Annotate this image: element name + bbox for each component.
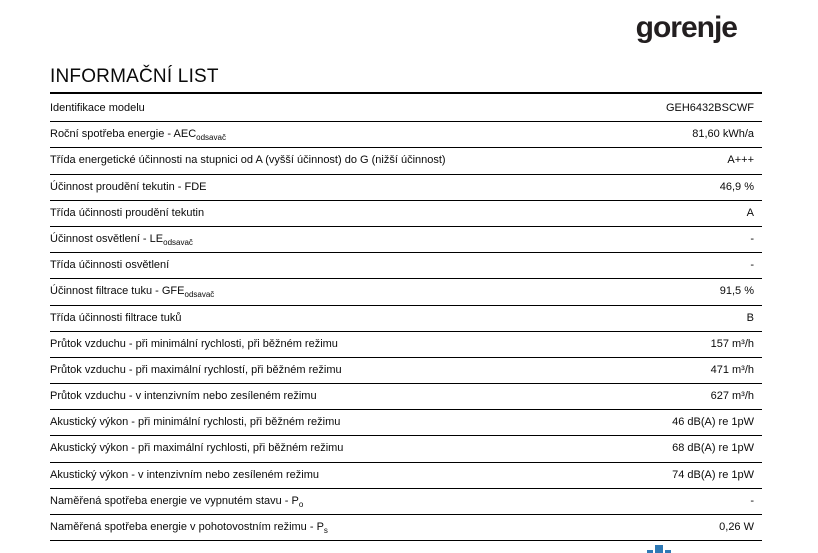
row-value: 81,60 kWh/a (692, 128, 754, 141)
table-row (50, 306, 762, 332)
row-value: B (746, 311, 754, 324)
row-label: Akustický výkon - při maximální rychlosti, při běžném režimu (50, 442, 344, 455)
gorenje-logo: gorenje (635, 11, 737, 44)
row-label: Účinnost osvětlení - $LE_{odsavač}$ (50, 232, 193, 248)
row-label-subscript: o (298, 500, 304, 509)
table-row (50, 384, 762, 410)
table-row (50, 279, 762, 305)
row-label: Naměřená spotřeba energie ve vypnutém stavu - $P_o$ (50, 494, 304, 509)
row-label: Třída účinnosti proudění tekutin (50, 206, 205, 219)
row-label-subscript: odsavač (196, 133, 226, 143)
row-value: A+++ (727, 154, 754, 167)
table-row (50, 332, 762, 358)
row-value: - (750, 494, 754, 507)
row-value: 91,5 % (719, 285, 754, 298)
row-value: 471 m³/h (710, 363, 754, 376)
row-value: 0,26 W (719, 521, 754, 533)
table-row (50, 96, 762, 122)
row-label: Identifikace modelu (50, 102, 145, 114)
row-label: Třída energetické účinnosti na stupnici od A (vyšší účinnost) do G (nižší účinnost) (50, 154, 446, 167)
table-row (50, 410, 762, 436)
table-row (50, 515, 762, 541)
table-row (50, 175, 762, 201)
row-value: - (750, 232, 754, 245)
table-row (50, 436, 762, 462)
table-row (50, 201, 762, 227)
row-value: 157 m³/h (710, 337, 754, 350)
row-label: Roční spotřeba energie - $AEC_{odsavač}$ (50, 128, 226, 143)
info-table (50, 96, 762, 541)
table-row (50, 122, 762, 148)
row-value: 68 dB(A) re 1pW (672, 442, 754, 455)
row-label: Naměřená spotřeba energie v pohotovostním režimu - $P_s$ (50, 521, 328, 536)
row-label: Průtok vzduchu - při maximální rychlostí, při běžném režimu (50, 363, 342, 376)
row-value: 46,9 % (719, 180, 754, 193)
row-value: 74 dB(A) re 1pW (672, 468, 754, 481)
row-label: Průtok vzduchu - při minimální rychlosti, při běžném režimu (50, 337, 338, 350)
table-row (50, 253, 762, 279)
title-rule (50, 92, 762, 94)
row-label: Účinnost filtrace tuku - $GFE_{odsavač}$ (50, 285, 215, 300)
row-label: Akustický výkon - v intenzivním nebo zesíleném režimu (50, 468, 319, 481)
table-row (50, 463, 762, 489)
row-value: 46 dB(A) re 1pW (672, 416, 754, 429)
row-label-subscript: odsavač (163, 238, 193, 248)
page-title: INFORMAČNÍ LIST (50, 66, 219, 87)
row-value: GEH6432BSCWF (665, 102, 754, 114)
row-value: A (746, 206, 754, 219)
bar-chart-icon (646, 545, 672, 553)
row-label: Účinnost proudění tekutin - FDE (50, 180, 207, 193)
row-label: Průtok vzduchu - v intenzivním nebo zesíleném režimu (50, 390, 317, 403)
row-label: Akustický výkon - při minimální rychlosti, při běžném režimu (50, 416, 341, 429)
row-label: Třída účinnosti filtrace tuků (50, 311, 182, 324)
row-value: 627 m³/h (710, 390, 754, 403)
row-label-subscript: s (323, 526, 328, 536)
table-row (50, 358, 762, 384)
row-value: - (750, 259, 754, 272)
row-label: Třída účinnosti osvětlení (50, 259, 170, 272)
table-row (50, 148, 762, 174)
table-row (50, 489, 762, 515)
row-label-subscript: odsavač (184, 290, 215, 300)
bar-chart-icon-center-bar (655, 545, 663, 553)
table-row (50, 227, 762, 253)
